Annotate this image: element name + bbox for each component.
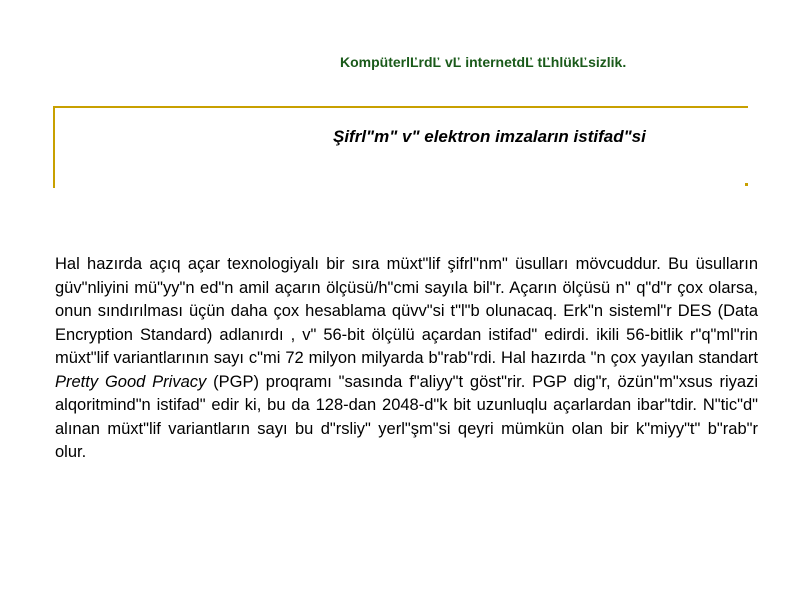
- left-accent-bar: [53, 106, 55, 188]
- body-paragraph: [55, 253, 758, 465]
- slide-subtitle: Şifrl"m" v" elektron imzaların istifad"si: [333, 127, 646, 146]
- accent-dot: [745, 183, 748, 186]
- top-divider: [53, 106, 748, 108]
- header-title: KompüterlĽrdĽ vĽ internetdĽ tĽhlükĽsizlik.: [340, 54, 627, 70]
- body-text-italic: Pretty Good Privacy: [55, 372, 207, 391]
- body-text-part2: (PGP) proqramı "sasında f"aliyy"t göst"rir. PGP dig"r, özün"m"xsus riyazi alqoritmind"n istifad" edir ki, bu da 128-dan 2048-d"k bit uzunluqlu açarlardan ibar"tdir. N"tic"d" alınan müxt"lif variantların sayı bu d"rsliy" yerl"şm"si qeyri mümkün olan bir k"miyy"t" b"rab"r olur.: [55, 372, 758, 461]
- body-text-part1: Hal hazırda açıq açar texnologiyalı bir sıra müxt"lif şifrl"nm" üsulları mövcuddur. Bu üsulların güv"nliyini mü"yy"n ed"n amil açarın ölçüsü/h"cmi sayıla bil"r. Açarın ölçüsü n" q"d"r çox olarsa, onun sındırılması üçün daha çox hesablama qüvv"si t"l"b olunacaq. Erk"n sisteml"r DES (Data Encryption Standard) adlanırdı , v" 56-bit ölçülü açardan istifad" edirdi. ikili 56-bitlik r"q"ml"rin müxt"lif variantlarının sayı c"mi 72 milyon milyarda b"rab"rdi. Hal hazırda "n çox yayılan standart: [55, 255, 758, 367]
